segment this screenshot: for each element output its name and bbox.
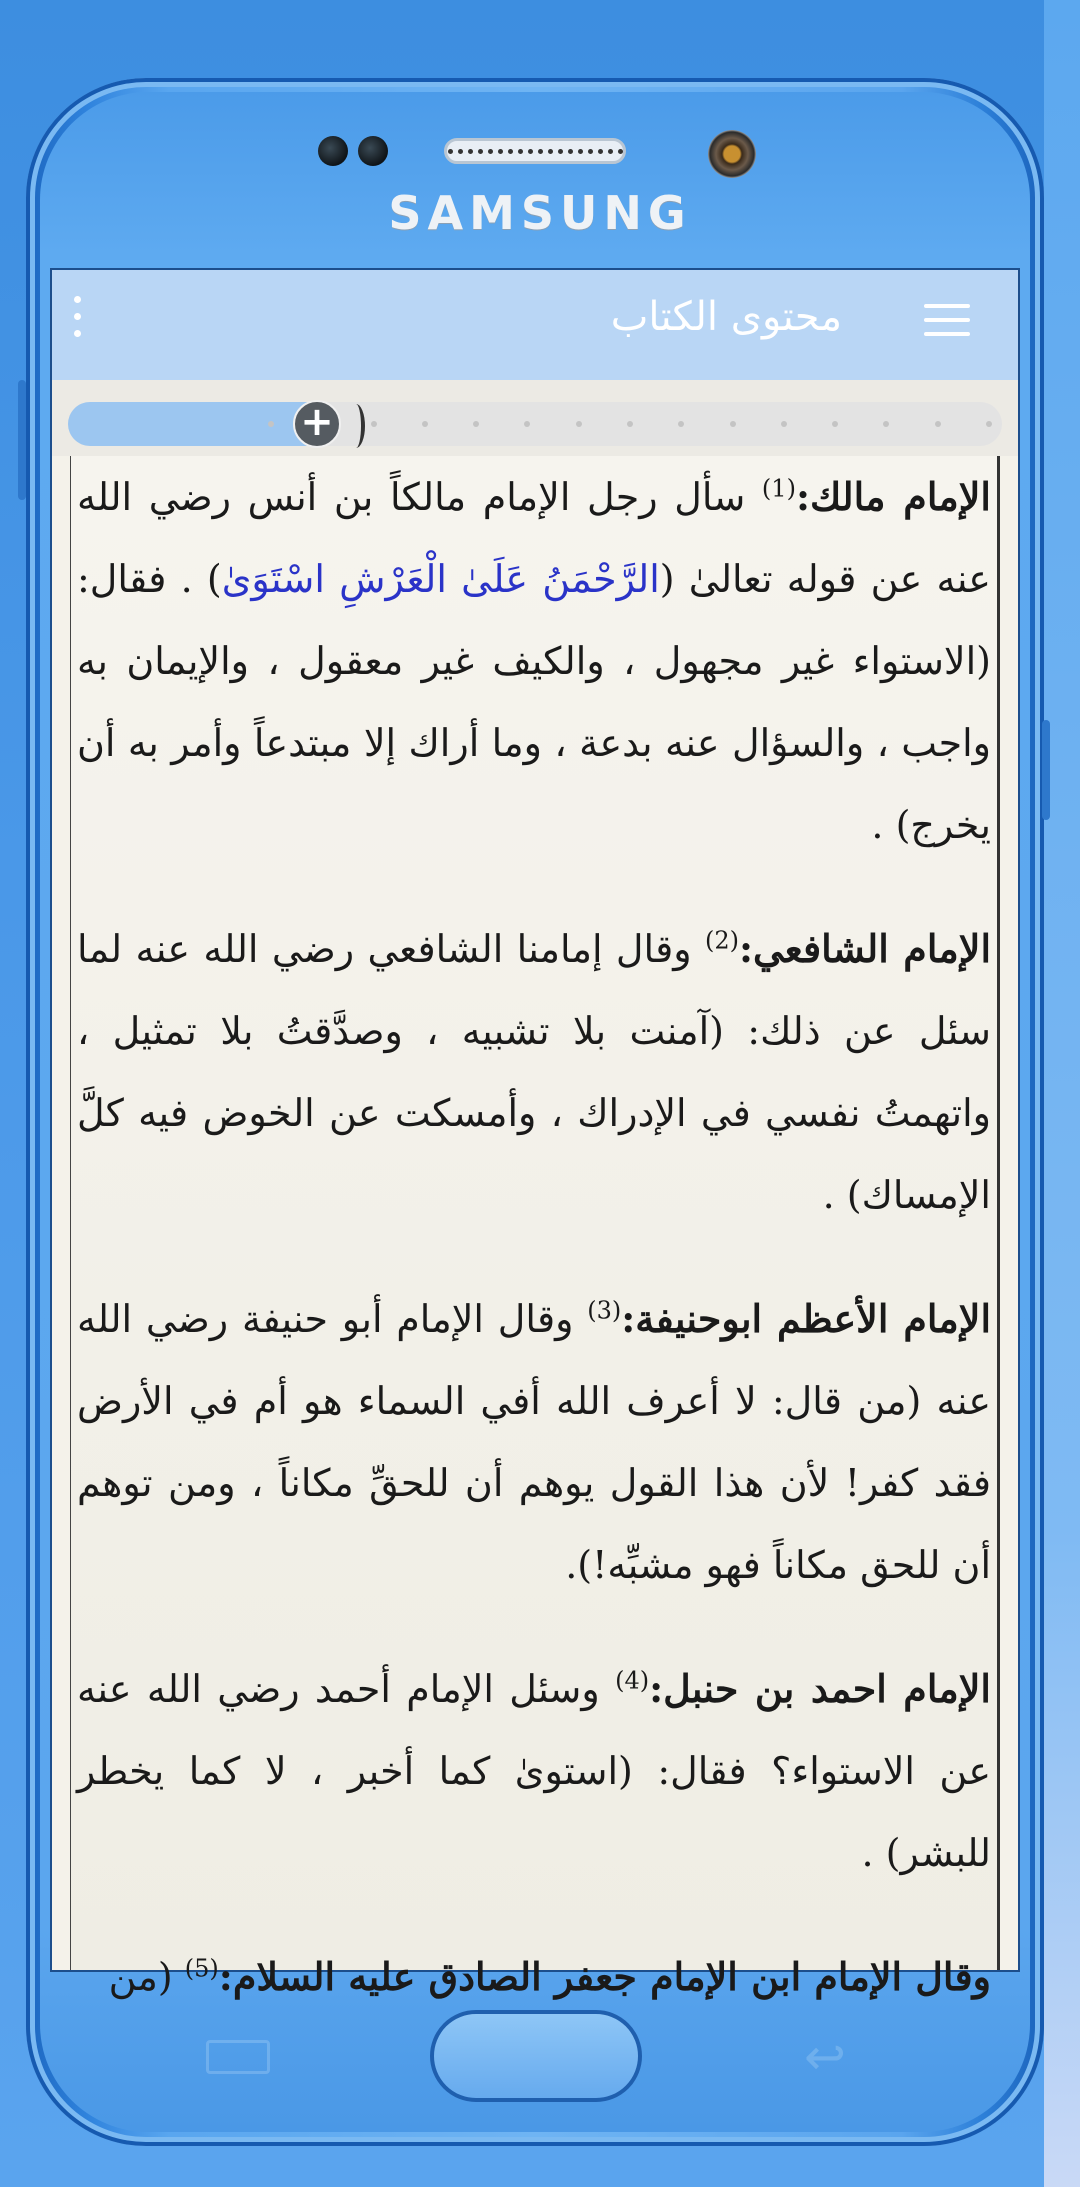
plus-icon[interactable]: + xyxy=(293,400,341,448)
progress-track[interactable] xyxy=(68,399,1002,446)
more-vert-icon[interactable] xyxy=(72,296,84,356)
phone-screen xyxy=(50,268,1020,1999)
paragraph-heading: الإمام مالك: xyxy=(795,474,991,519)
paragraph-text: سأل رجل الإمام مالكاً بن أنس رضي الله عنه عن قوله تعالىٰ ( xyxy=(77,475,991,601)
volume-button xyxy=(18,380,26,500)
footnote-ref[interactable]: (3) xyxy=(587,1296,622,1325)
paragraph-text: ) . فقال: (الاستواء غير مجهول ، والكيف غير معقول ، والإيمان به واجب ، والسؤال عنه بدعة ، وما أراك إلا مبتدعاً وأمر به أن يخرج) . xyxy=(77,557,991,847)
reading-progress-bar xyxy=(52,380,1018,456)
back-icon[interactable]: ↩ xyxy=(804,2028,846,2086)
paragraph-malik xyxy=(71,456,997,866)
paragraph-abu-hanifa xyxy=(71,1278,997,1606)
paragraph-text: وسئل الإمام أحمد رضي الله عنه عن الاستواء؟ فقال: (استوىٰ كما أخبر ، لا كما يخطر للبشر) . xyxy=(77,1667,992,1875)
quran-verse: الرَّحْمَنُ عَلَىٰ الْعَرْشِ اسْتَوَىٰ xyxy=(221,557,660,601)
paragraph-shafii xyxy=(71,908,997,1236)
footnote-ref[interactable]: (5) xyxy=(184,1954,219,1983)
hamburger-menu-icon[interactable] xyxy=(924,304,970,344)
brand-logo: SAMSUNG xyxy=(388,186,692,240)
footnote-ref[interactable]: (2) xyxy=(704,926,739,955)
paragraph-text: (من xyxy=(108,1955,185,1999)
paragraph-heading: وقال الإمام ابن الإمام جعفر الصادق عليه السلام: xyxy=(218,1954,991,1999)
knob-arc xyxy=(347,404,365,448)
paragraph-text: وقال إمامنا الشافعي رضي الله عنه لما سئل عن ذلك: (آمنت بلا تشبيه ، وصدَّقتُ بلا تمثيل ، واتهمتُ نفسي في الإدراك ، وأمسكت عن الخوض فيه كلَّ الإمساك) . xyxy=(77,927,991,1217)
proximity-sensor xyxy=(318,136,348,166)
footnote-ref[interactable]: (4) xyxy=(615,1666,650,1695)
paragraph-jafar xyxy=(71,1936,997,2018)
paragraph-text: وقال الإمام أبو حنيفة رضي الله عنه (من قال: لا أعرف الله أفي السماء هو أم في الأرض فقد كفر! لأن هذا القول يوهم أن للحقِّ مكاناً ، ومن توهم أن للحق مكاناً فهو مشبِّه!). xyxy=(77,1297,991,1587)
recent-apps-icon[interactable] xyxy=(206,2040,270,2074)
paragraph-heading: الإمام احمد بن حنبل: xyxy=(649,1666,991,1711)
light-sensor xyxy=(358,136,388,166)
home-button[interactable] xyxy=(430,2010,642,2102)
background-edge xyxy=(1044,0,1080,2187)
book-content[interactable] xyxy=(70,456,1000,1999)
paragraph-heading: الإمام الأعظم ابوحنيفة: xyxy=(621,1296,992,1341)
paragraph-heading: الإمام الشافعي: xyxy=(738,926,991,971)
app-title: محتوى الكتاب xyxy=(610,294,842,340)
footnote-ref[interactable]: (1) xyxy=(761,474,796,503)
earpiece-speaker xyxy=(444,138,626,164)
power-button xyxy=(1042,720,1050,820)
paragraph-ahmad xyxy=(71,1648,997,1894)
app-bar xyxy=(52,270,1018,380)
front-camera xyxy=(708,130,756,178)
progress-dots xyxy=(268,421,992,427)
navigation-area xyxy=(0,2010,1080,2110)
